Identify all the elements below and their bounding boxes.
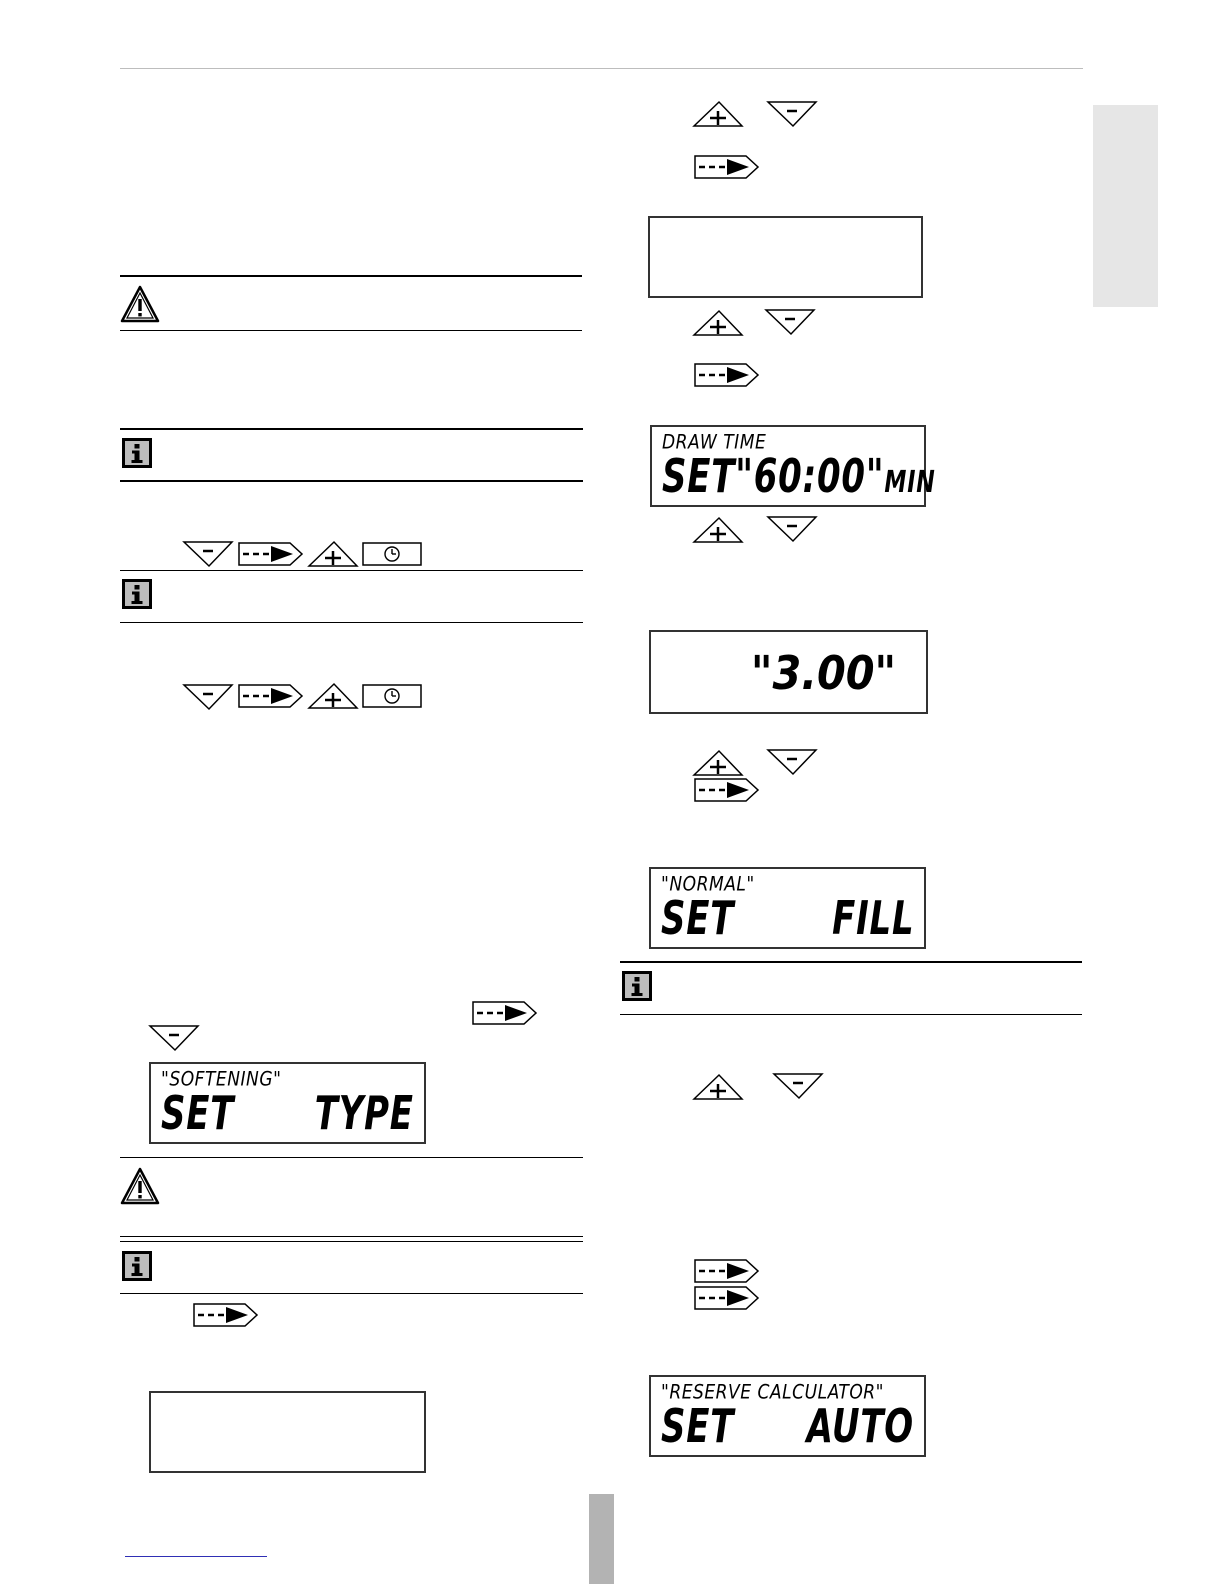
next-arrow-key-icon[interactable] (472, 1001, 538, 1026)
lcd-right-text: AUTO (806, 1399, 914, 1453)
minus-key-icon[interactable] (765, 309, 817, 337)
lcd-right-text: TYPE (314, 1086, 414, 1140)
info-icon (120, 577, 156, 613)
minus-key-icon[interactable] (767, 749, 819, 777)
warning-rule-top (120, 1157, 583, 1158)
info-rule-top (120, 428, 583, 430)
clock-key-icon[interactable] (362, 542, 423, 567)
info-rule-bottom (120, 1293, 583, 1294)
plus-key-icon[interactable] (693, 517, 745, 544)
minus-key-icon[interactable] (773, 1073, 825, 1101)
next-arrow-key-icon[interactable] (694, 778, 760, 803)
plus-key-icon[interactable] (693, 101, 745, 128)
lcd-value-text: "3.00" (750, 646, 897, 700)
lcd-left-text: SET (661, 1399, 735, 1453)
info-icon (120, 436, 156, 472)
info-icon (620, 969, 656, 1005)
clock-key-icon[interactable] (362, 684, 423, 709)
lcd-right-text: FILL (831, 891, 914, 945)
warning-rule-bottom (120, 330, 582, 331)
plus-key-icon[interactable] (308, 541, 360, 568)
info-rule-top (120, 1241, 583, 1242)
lcd-reserve-calculator (649, 1375, 926, 1457)
header-rule (120, 68, 1083, 69)
warning-rule-bottom (120, 1236, 583, 1237)
next-arrow-key-icon[interactable] (238, 684, 304, 709)
warning-icon (120, 1167, 162, 1207)
minus-key-icon[interactable] (183, 684, 235, 712)
page-number-bar (589, 1494, 614, 1584)
lcd-softening-type (149, 1062, 426, 1144)
plus-key-icon[interactable] (693, 750, 745, 777)
lcd-blank (149, 1391, 426, 1473)
lcd-left-text: SET (161, 1086, 235, 1140)
minus-key-icon[interactable] (183, 541, 235, 569)
next-arrow-key-icon[interactable] (694, 1286, 760, 1311)
minus-key-icon[interactable] (149, 1025, 201, 1053)
next-arrow-key-icon[interactable] (694, 155, 760, 180)
lcd-value (649, 630, 928, 714)
next-arrow-key-icon[interactable] (694, 363, 760, 388)
next-arrow-key-icon[interactable] (238, 542, 304, 567)
info-rule-top (120, 570, 583, 571)
lcd-normal-fill (649, 867, 926, 949)
next-arrow-key-icon[interactable] (694, 1259, 760, 1284)
plus-key-icon[interactable] (693, 1074, 745, 1101)
lcd-left-text (662, 449, 936, 503)
lcd-draw-time (650, 425, 936, 507)
minus-key-icon[interactable] (767, 516, 819, 544)
lcd-top-line: "NORMAL" (661, 872, 755, 896)
info-rule-bottom (620, 1014, 1082, 1015)
lcd-top-line: "RESERVE CALCULATOR" (661, 1380, 885, 1404)
plus-key-icon[interactable] (308, 683, 360, 710)
lcd-blank (648, 216, 923, 298)
minus-key-icon[interactable] (767, 101, 819, 129)
chapter-side-tab (1093, 105, 1158, 307)
info-rule-bottom (120, 622, 583, 623)
next-arrow-key-icon[interactable] (193, 1303, 259, 1328)
info-rule-top (620, 961, 1082, 963)
lcd-top-line: "SOFTENING" (161, 1067, 282, 1091)
lcd-unit: MIN (884, 465, 936, 500)
info-rule-bottom (120, 480, 583, 482)
warning-icon (120, 285, 162, 325)
info-icon (120, 1249, 156, 1285)
lcd-set-value: SET"60:00" (662, 449, 885, 503)
warning-rule-top (120, 275, 582, 277)
lcd-left-text: SET (661, 891, 735, 945)
plus-key-icon[interactable] (693, 310, 745, 337)
footer-link-underline[interactable] (125, 1556, 267, 1557)
lcd-top-line: DRAW TIME (662, 430, 767, 454)
